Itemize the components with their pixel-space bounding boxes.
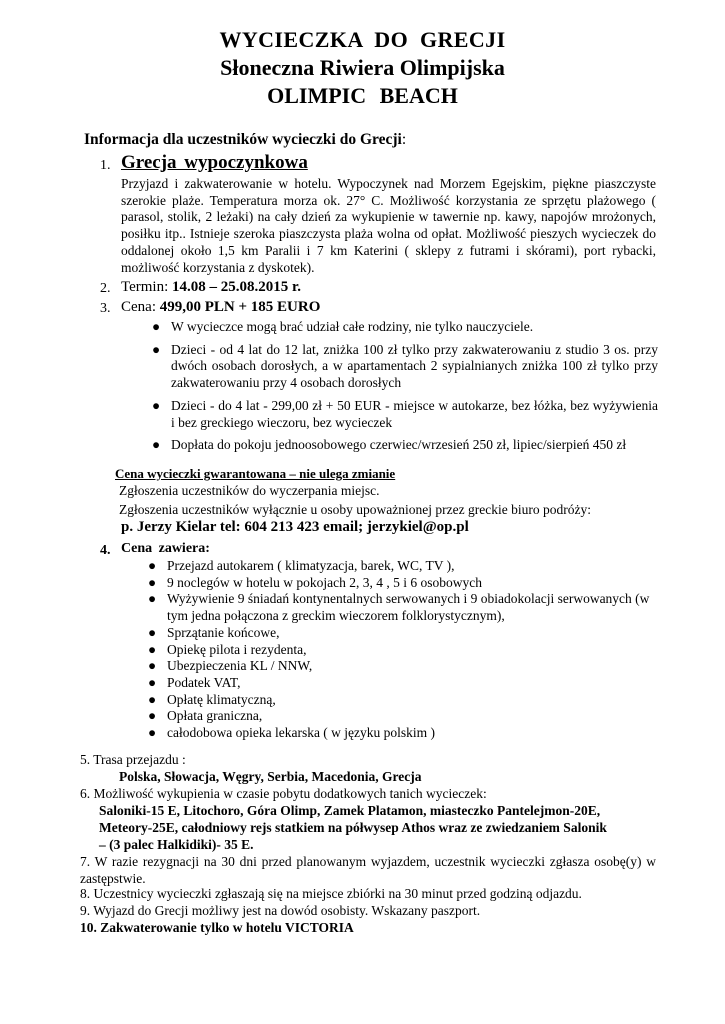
list-item <box>145 625 660 642</box>
list-item <box>149 398 658 431</box>
list-item <box>149 437 658 454</box>
bullet-icon: ● <box>148 691 157 707</box>
list-item-text: Opiekę pilota i rezydenta, <box>167 641 307 657</box>
section-7-cancellation: 7. W razie rezygnacji na 30 dni przed planowanym wyjazdem, uczestnik wycieczki zgłasza osobę(y) w zastępstwie. <box>80 854 656 886</box>
price-includes-list <box>145 558 660 742</box>
bullet-icon: ● <box>148 708 157 724</box>
registration-note-2: Zgłoszenia uczestników wyłącznie u osoby upoważnionej przez greckie biuro podróży: <box>119 502 591 517</box>
title-line-1: WYCIECZKA DO GRECJI <box>219 27 506 52</box>
bullet-icon: ● <box>148 641 157 657</box>
trips-line-3: – (3 palec Halkidiki)- 35 E. <box>99 837 254 852</box>
list-item <box>145 642 660 659</box>
list-item-text: Opłata graniczna, <box>167 708 263 724</box>
trips-line-1: Saloniki-15 E, Litochoro, Góra Olimp, Zamek Platamon, miasteczko Pantelejmon-20E, <box>99 803 601 818</box>
intro-colon: : <box>401 131 407 148</box>
section-8-meeting: 8. Uczestnicy wycieczki zgłaszają się na miejsce zbiórki na 30 minut przed godziną odjazdu. <box>80 886 582 901</box>
price-notes-list <box>149 319 658 460</box>
section-1-text: Przyjazd i zakwaterowanie w hotelu. Wypoczynek nad Morzem Egejskim, piękne piaszczyste szerokie plaże. Temperatura morza ok. 27° C. Możliwość korzystania ze sprzętu plażowego ( parasol, stolik, 2 leżaki) na cały dzień za wykupienie w tawernie np. kawy, napojów mrożonych, posiłku itp.. Istnieje szeroka piaszczysta plaża wolna od opłat. Możliwość pieszych wycieczek do oddalonej około 1,5 km Paralii i 7 km Katerini ( sklepy z futrami i skórami), port rybacki, możliwość korzystania z dyskotek). <box>121 176 656 275</box>
bullet-icon: ● <box>148 725 157 741</box>
bullet-icon: ● <box>152 437 161 453</box>
intro-heading <box>84 131 406 149</box>
price-label: Cena: <box>121 299 160 315</box>
list-item <box>145 675 660 692</box>
bullet-icon: ● <box>148 558 157 573</box>
list-item <box>145 692 660 709</box>
section-1-heading: Grecja wypoczynkowa <box>121 152 308 173</box>
list-item-text: 9 noclegów w hotelu w pokojach 2, 3, 4 , 5 i 6 osobowych <box>167 574 482 590</box>
list-item <box>145 708 660 725</box>
list-item-text: Ubezpieczenia KL / NNW, <box>167 658 313 674</box>
title-line-2: Słoneczna Riwiera Olimpijska <box>220 55 505 80</box>
price-guarantee: Cena wycieczki gwarantowana – nie ulega zmianie <box>115 466 396 481</box>
list-item <box>145 575 660 592</box>
list-item-text: Podatek VAT, <box>167 674 241 690</box>
bullet-icon: ● <box>148 674 157 690</box>
trips-line-2: Meteory-25E, całodniowy rejs statkiem na półwysep Athos wraz ze zwiedzaniem Salonik <box>99 820 607 835</box>
term-label: Termin: <box>121 279 173 295</box>
intro-text: Informacja dla uczestników wycieczki do Grecji <box>84 131 402 148</box>
list-item-text: Opłatę klimatyczną, <box>167 691 276 707</box>
list-item-text: W wycieczce mogą brać udział całe rodziny, nie tylko nauczyciele. <box>171 319 534 334</box>
list-item <box>149 342 658 392</box>
bullet-icon: ● <box>152 319 161 334</box>
bullet-icon: ● <box>148 624 157 640</box>
section-2-term <box>121 279 301 296</box>
list-item-text: Dzieci - do 4 lat - 299,00 zł + 50 EUR - miejsce w autokarze, bez łóżka, bez wyżywienia i bez greckiego wieczoru, bez wycieczek <box>171 397 658 430</box>
bullet-icon: ● <box>152 341 161 357</box>
list-item <box>145 558 660 575</box>
section-2-number: 2. <box>100 281 111 296</box>
bullet-icon: ● <box>148 574 157 590</box>
section-10-accommodation: 10. Zakwaterowanie tylko w hotelu VICTORIA <box>80 920 354 935</box>
bullet-icon: ● <box>148 591 157 607</box>
bullet-icon: ● <box>148 658 157 674</box>
bullet-icon: ● <box>152 397 161 413</box>
list-item-text: Przejazd autokarem ( klimatyzacja, barek, WC, TV ), <box>167 558 455 573</box>
list-item-text: całodobowa opieka lekarska ( w języku polskim ) <box>167 725 436 741</box>
list-item-text: Wyżywienie 9 śniadań kontynentalnych serwowanych i 9 obiadokolacji serwowanych (w tym jedna połączona z greckim wieczorem folklorystycznym), <box>167 591 650 624</box>
section-4-number: 4. <box>100 543 111 558</box>
section-3-price <box>121 299 320 316</box>
list-item <box>145 658 660 675</box>
list-item <box>149 319 658 336</box>
section-9-documents: 9. Wyjazd do Grecji możliwy jest na dowód osobisty. Wskazany paszport. <box>80 903 481 918</box>
section-6-trips-label: 6. Możliwość wykupienia w czasie pobytu dodatkowych tanich wycieczek: <box>80 786 487 801</box>
document-title <box>0 26 725 110</box>
section-4-heading: Cena zawiera: <box>121 541 210 556</box>
list-item-text: Dzieci - od 4 lat do 12 lat, zniżka 100 zł tylko przy zakwaterowaniu z studio 3 os. przy dwóch osobach dorosłych, a w apartamentach 2 sypialnianych zniżka 100 zł tylko przy zakwaterowaniu przy 4 osobach dorosłych <box>171 341 658 391</box>
list-item <box>145 591 660 624</box>
section-3-number: 3. <box>100 301 111 316</box>
term-value: 14.08 – 25.08.2015 r. <box>172 279 302 295</box>
list-item-text: Sprzątanie końcowe, <box>167 624 280 640</box>
contact-info: p. Jerzy Kielar tel: 604 213 423 email; jerzykiel@op.pl <box>121 519 469 535</box>
section-5-route-label: 5. Trasa przejazdu : <box>80 752 186 767</box>
route-countries: Polska, Słowacja, Węgry, Serbia, Macedonia, Grecja <box>119 769 422 784</box>
registration-note-1: Zgłoszenia uczestników do wyczerpania miejsc. <box>119 483 380 498</box>
title-line-3: OLIMPIC BEACH <box>267 83 458 108</box>
list-item <box>145 725 660 742</box>
price-value: 499,00 PLN + 185 EURO <box>159 299 321 315</box>
section-1-number: 1. <box>100 158 111 173</box>
list-item-text: Dopłata do pokoju jednoosobowego czerwiec/wrzesień 250 zł, lipiec/sierpień 450 zł <box>171 437 627 453</box>
